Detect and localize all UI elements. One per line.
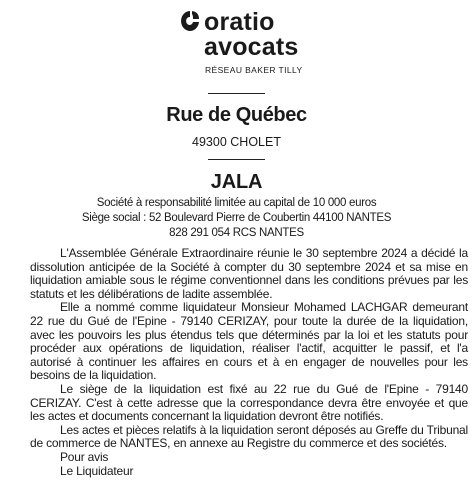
company-registered-office: Siège social : 52 Boulevard Pierre de Coubertin 44100 NANTES [81, 212, 392, 224]
company-rcs-number: 828 291 054 RCS NANTES [169, 227, 304, 239]
paragraph-dissolution: L'Assemblée Générale Extraordinaire réunie le 30 septembre 2024 a décidé la dissolution anticipée de la Société à compter du 30 septembre 2024 et sa mise en liquidation amiable sous le régime conventionnel dans les conditions prévues par les statuts et les délibérations de ladite assemblée. [30, 246, 468, 301]
closing-text: Pour avis [60, 449, 109, 464]
company-name: JALA [210, 171, 263, 193]
notice-body [30, 247, 468, 478]
logo-name-line1: oratio [204, 8, 275, 36]
logo-subtitle: RÉSEAU BAKER TILLY [205, 65, 303, 75]
city-address: 49300 CHOLET [192, 135, 281, 149]
company-legal-form: Société à responsabilité limitée au capital de 10 000 euros [96, 197, 377, 209]
logo-name-line2: avocats [204, 33, 299, 61]
street-address: Rue de Québec [166, 104, 307, 126]
signature: Le Liquidateur [60, 463, 134, 478]
paragraph-liquidation-seat: Le siège de la liquidation est fixé au 22 rue du Gué de l'Epine - 79140 CERIZAY. C'est à cette adresse que la correspondance devra être envoyée et que les actes et documents concernant la liquidation devront être notifiés. [30, 381, 468, 424]
top-divider [208, 93, 265, 94]
oratio-avocats-logo [180, 8, 310, 83]
paragraph-filing: Les actes et pièces relatifs à la liquidation seront déposés au Greffe du Tribunal de commerce de NANTES, en annexe au Registre du commerce et des sociétés. [30, 422, 468, 451]
paragraph-liquidator: Elle a nommé comme liquidateur Monsieur Mohamed LACHGAR demeurant 22 rue du Gué de l'Epine - 79140 CERIZAY, pour toute la durée de la liquidation, avec les pouvoirs les plus étendus tels que déterminés par la loi et les statuts pour procéder aux opérations de liquidation, réaliser l'actif, acquitter le passif, et l'a autorisé à continuer les affaires en cours et à en engager de nouvelles pour les besoins de la liquidation. [30, 300, 468, 383]
logo-mark-icon [180, 10, 200, 32]
middle-divider [208, 159, 265, 160]
